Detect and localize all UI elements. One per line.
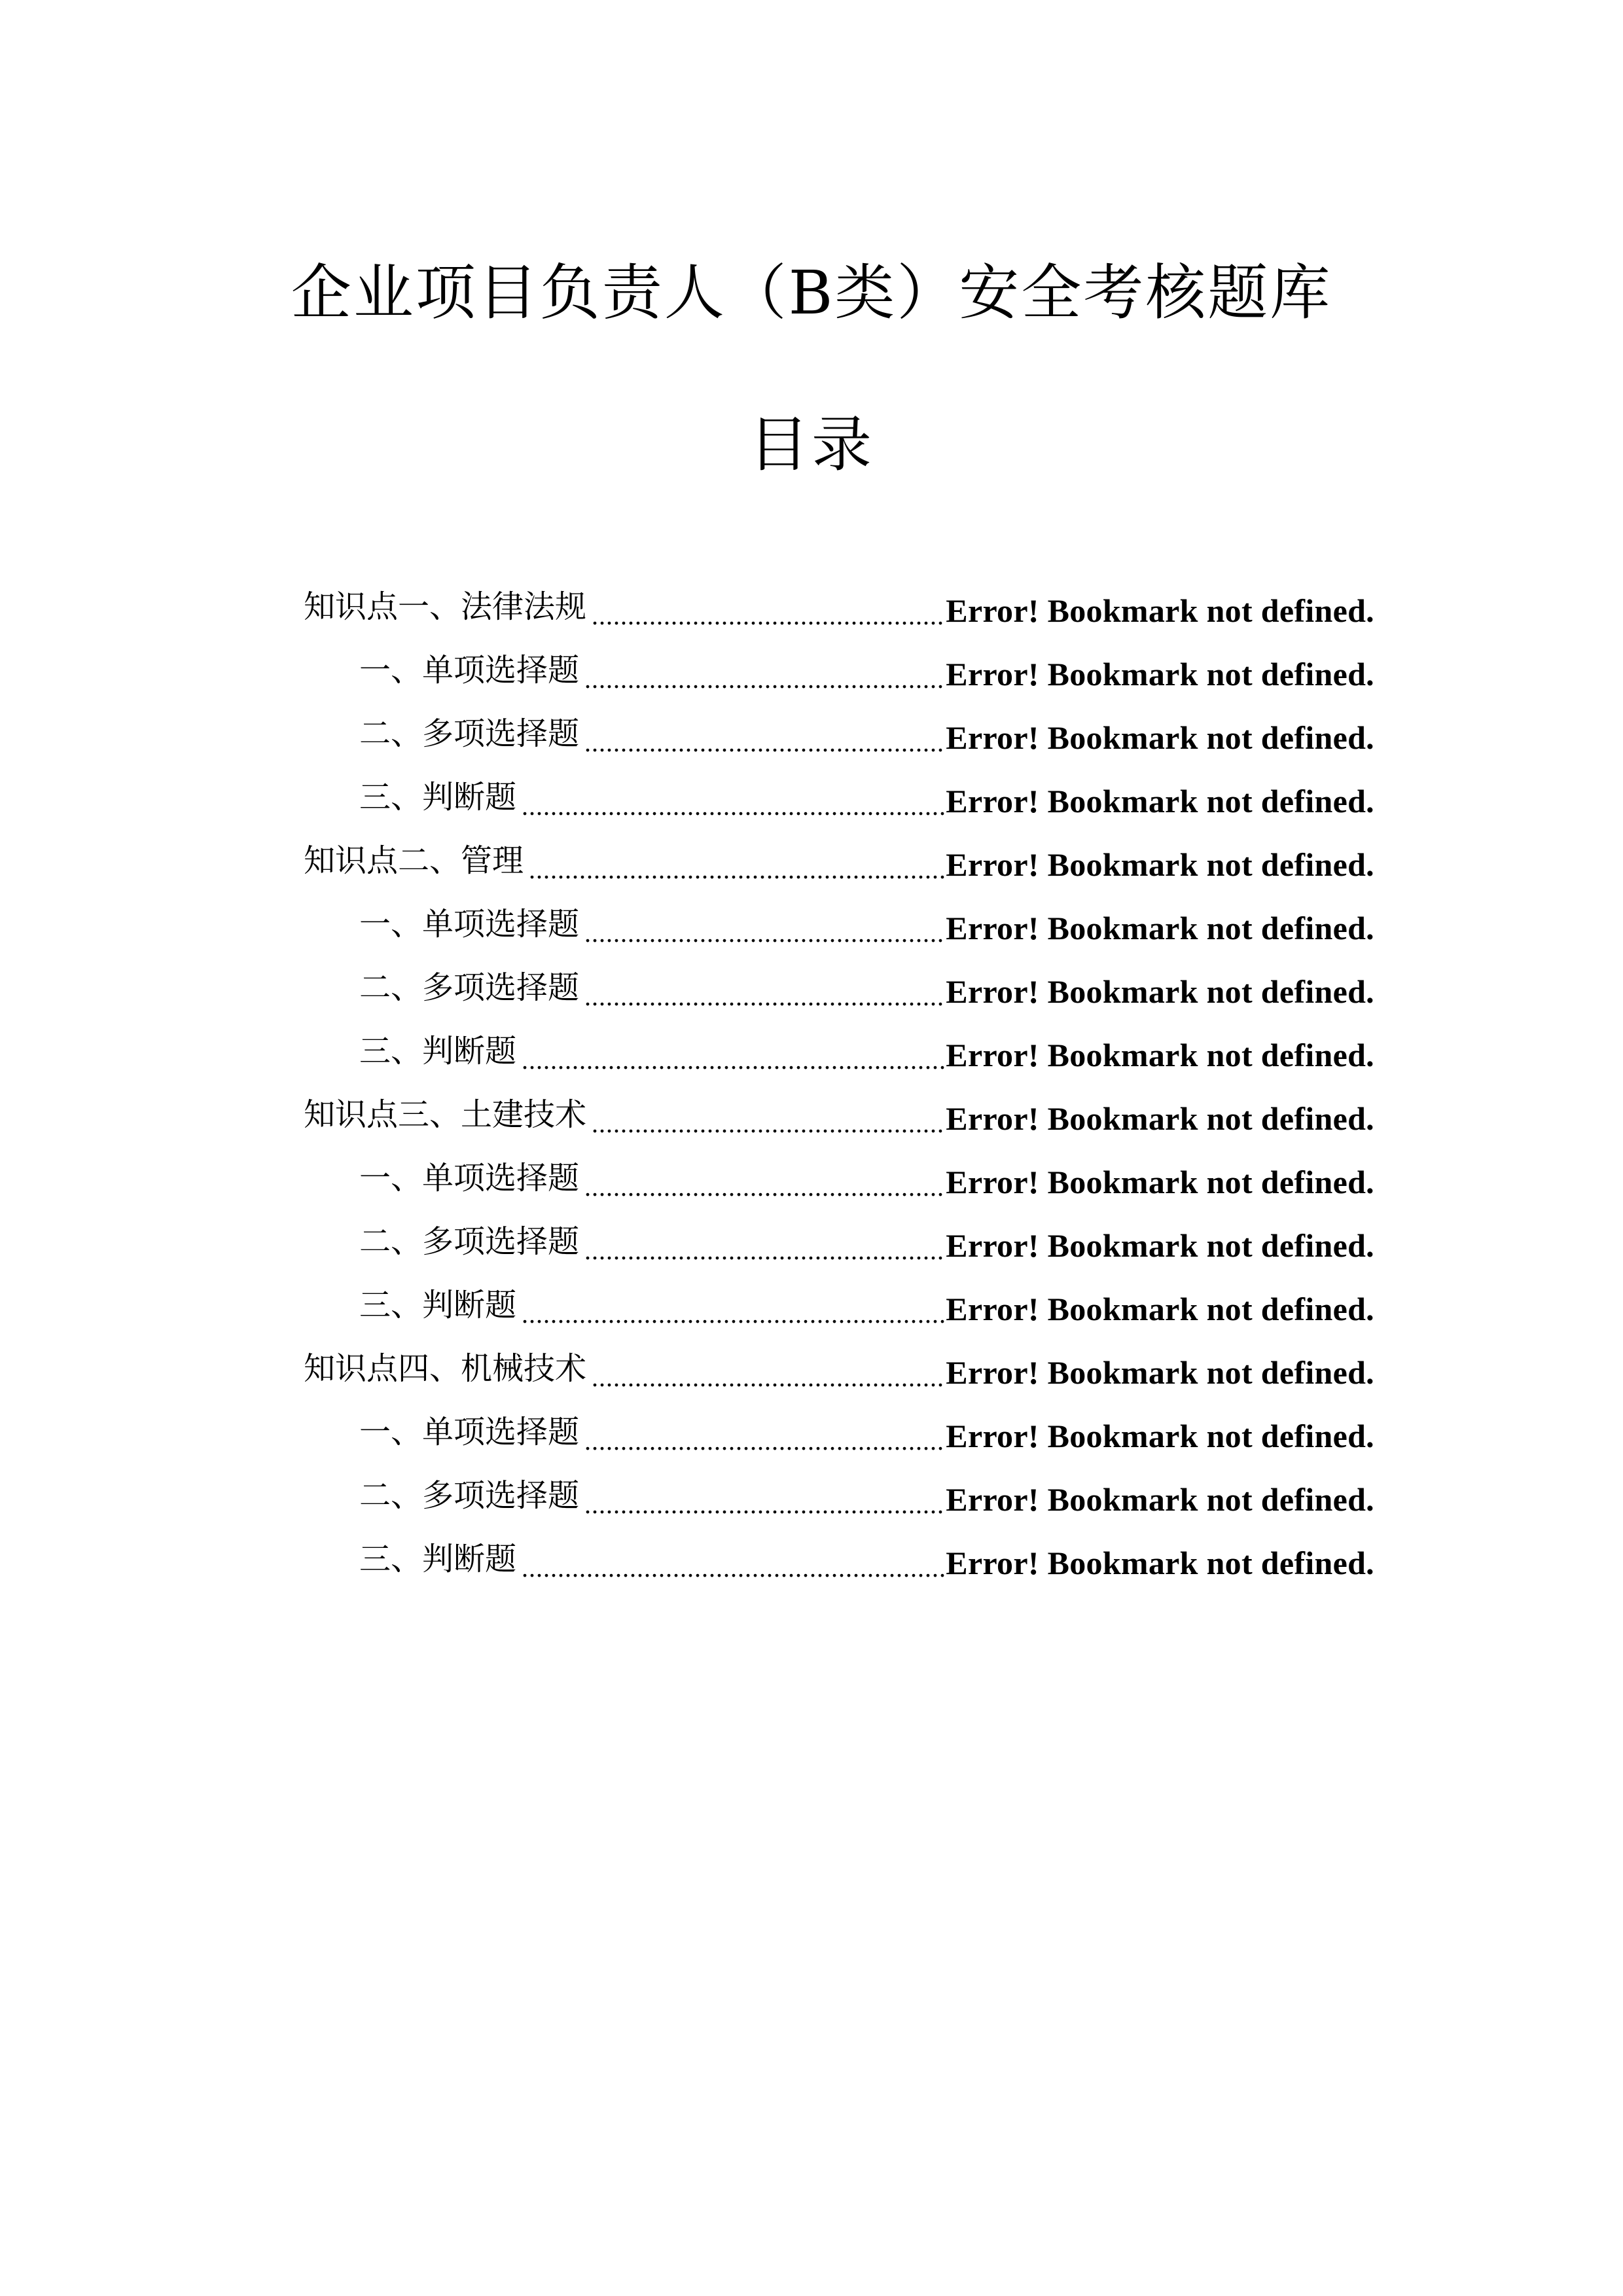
toc-entry[interactable] [304,706,1374,769]
toc-entry[interactable] [304,1086,1374,1150]
toc-entry[interactable] [304,1213,1374,1277]
toc-entry-label: 一、单项选择题 [359,905,580,942]
toc-entry-page-ref: Error! Bookmark not defined. [946,1290,1374,1327]
toc-entry[interactable] [304,642,1374,706]
toc-dot-leader [584,1480,946,1519]
toc-entry-label: 知识点二、管理 [304,842,524,879]
toc-entry-page-ref: Error! Bookmark not defined. [946,1544,1374,1581]
toc-entry[interactable] [304,833,1374,896]
toc-entry-page-ref: Error! Bookmark not defined. [946,973,1374,1010]
toc-entry-label: 知识点四、机械技术 [304,1350,587,1387]
toc-entry[interactable] [304,960,1374,1023]
toc-entry[interactable] [304,1467,1374,1531]
toc-entry-label: 二、多项选择题 [359,715,580,752]
toc-entry-label: 二、多项选择题 [359,1223,580,1260]
toc-entry[interactable] [304,1531,1374,1594]
toc-entry-page-ref: Error! Bookmark not defined. [946,782,1374,819]
toc-dot-leader [584,718,946,757]
toc-dot-leader [584,1226,946,1265]
toc-dot-leader [584,1162,946,1202]
toc-entry-page-ref: Error! Bookmark not defined. [946,655,1374,692]
toc-entry-page-ref: Error! Bookmark not defined. [946,846,1374,883]
toc-entry[interactable] [304,579,1374,642]
toc-entry-label: 知识点一、法律法规 [304,588,587,625]
toc-dot-leader [522,1035,946,1075]
toc-entry-label: 三、判断题 [359,1286,517,1323]
toc-dot-leader [584,972,946,1011]
toc-entry[interactable] [304,769,1374,833]
toc-dot-leader [592,1099,946,1138]
toc-entry-label: 三、判断题 [359,778,517,816]
toc-entry-label: 三、判断题 [359,1032,517,1069]
document-title: 企业项目负责人（B类）安全考核题库 [291,258,1332,328]
toc-entry-label: 一、单项选择题 [359,651,580,689]
toc-entry-label: 二、多项选择题 [359,969,580,1006]
toc-dot-leader [584,908,946,948]
toc-entry-page-ref: Error! Bookmark not defined. [946,592,1374,629]
toc-entry-label: 一、单项选择题 [359,1413,580,1450]
toc-dot-leader [592,591,946,630]
toc-entry-page-ref: Error! Bookmark not defined. [946,1480,1374,1518]
toc-entry-page-ref: Error! Bookmark not defined. [946,1163,1374,1200]
toc-entry-page-ref: Error! Bookmark not defined. [946,1354,1374,1391]
toc-entry-page-ref: Error! Bookmark not defined. [946,1227,1374,1264]
toc-entry-page-ref: Error! Bookmark not defined. [946,909,1374,946]
table-of-contents [304,579,1374,1594]
toc-entry-page-ref: Error! Bookmark not defined. [946,719,1374,756]
toc-dot-leader [584,1416,946,1456]
toc-entry-page-ref: Error! Bookmark not defined. [946,1417,1374,1454]
toc-dot-leader [584,655,946,694]
toc-entry[interactable] [304,896,1374,960]
toc-entry-label: 一、单项选择题 [359,1159,580,1196]
toc-entry-page-ref: Error! Bookmark not defined. [946,1036,1374,1073]
toc-dot-leader [522,781,946,821]
toc-dot-leader [522,1289,946,1329]
toc-entry[interactable] [304,1150,1374,1213]
toc-entry[interactable] [304,1340,1374,1404]
toc-entry-page-ref: Error! Bookmark not defined. [946,1100,1374,1137]
toc-entry[interactable] [304,1277,1374,1340]
toc-dot-leader [522,1543,946,1583]
toc-entry[interactable] [304,1023,1374,1086]
toc-entry-label: 二、多项选择题 [359,1477,580,1514]
toc-entry[interactable] [304,1404,1374,1467]
toc-dot-leader [529,845,946,884]
toc-entry-label: 知识点三、土建技术 [304,1096,587,1133]
toc-entry-label: 三、判断题 [359,1540,517,1577]
toc-dot-leader [592,1353,946,1392]
toc-heading: 目录 [748,410,874,480]
